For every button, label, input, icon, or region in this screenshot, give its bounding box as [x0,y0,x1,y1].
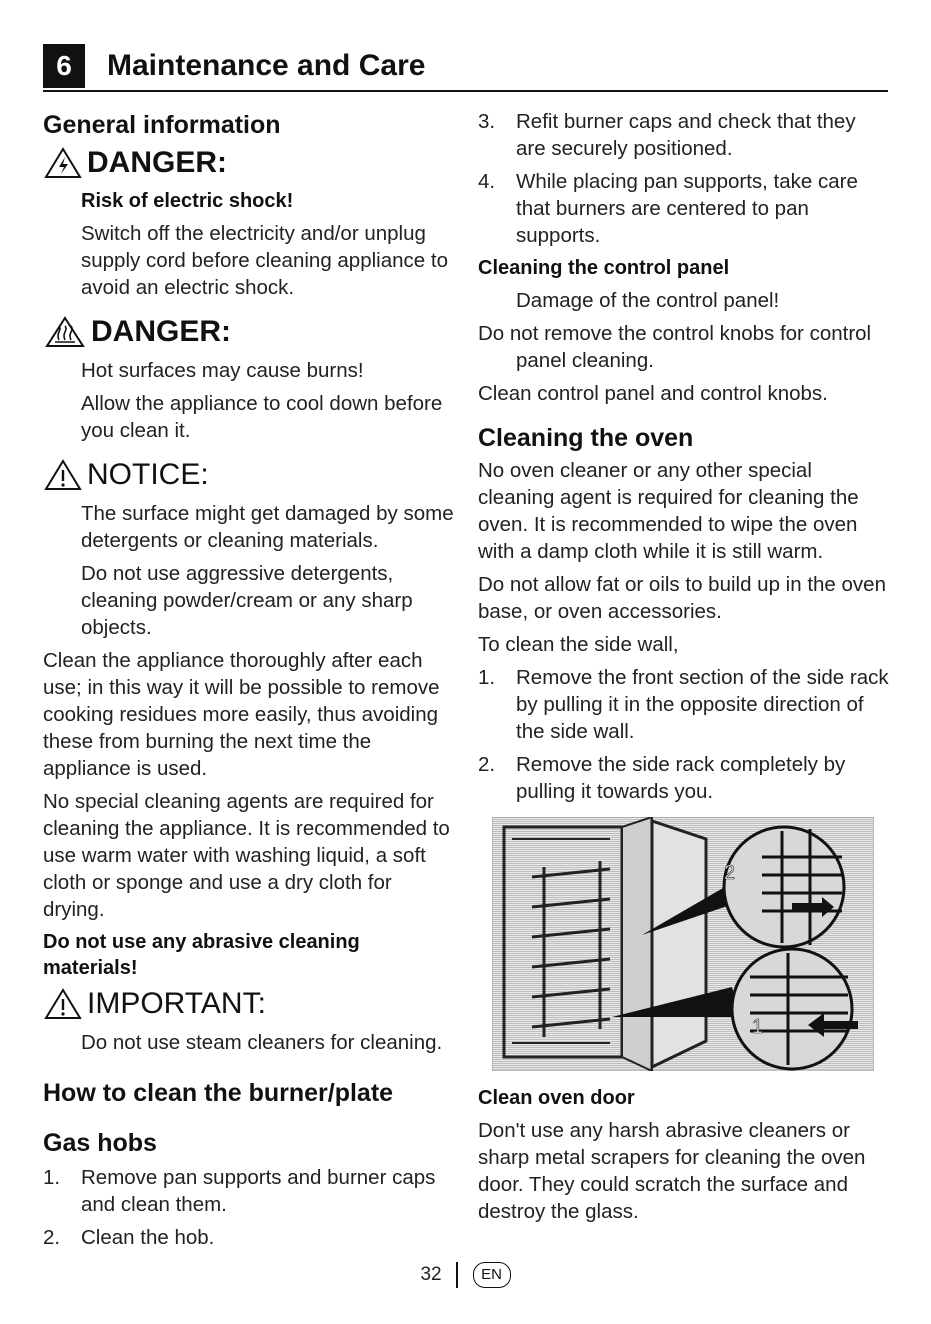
chapter-header [43,44,888,92]
warning-triangle-icon [43,458,83,492]
list-number: 2. [478,753,496,776]
control-panel-heading: Cleaning the control panel [478,257,730,279]
chapter-number: 6 [43,44,85,88]
right-column [478,108,890,1225]
list-text: While placing pan supports, take care that burners are centered to pan supports. [516,170,858,247]
list-text: Remove pan supports and burner caps and clean them. [81,1166,436,1216]
oven-paragraph-1: No oven cleaner or any other special cleaning agent is required for cleaning the oven. It is recommended to wipe the oven with a damp cloth while it is still warm. [478,459,859,563]
list-number: 2. [43,1226,61,1249]
hot-surface-text: Hot surfaces may cause burns! [81,359,364,382]
cool-down-text: Allow the appliance to cool down before you clean it. [81,392,443,442]
burner-plate-heading: How to clean the burner/plate [43,1079,394,1107]
steam-cleaners-text: Do not use steam cleaners for cleaning. [81,1031,443,1054]
chapter-title: Maintenance and Care [107,49,426,82]
warning-triangle-icon [43,987,83,1021]
list-item [478,168,890,249]
list-item [478,108,890,162]
general-information-heading: General information [43,111,281,139]
hot-surface-warning-icon [43,315,87,349]
language-badge: EN [473,1262,511,1288]
side-rack-drawing [492,817,874,1071]
figure-label-1: 1 [752,1016,764,1038]
danger-electric-heading [43,144,455,182]
list-number: 3. [478,110,496,133]
list-text: Remove the front section of the side rack by pulling it in the opposite direction of the side wall. [516,666,889,743]
list-item [478,751,890,805]
page-footer [0,1262,931,1288]
list-number: 4. [478,170,496,193]
cleaning-oven-heading: Cleaning the oven [478,424,694,452]
list-text: Remove the side rack completely by pulling it towards you. [516,753,846,803]
danger-electric-title: DANGER: [87,146,227,179]
gas-hobs-heading: Gas hobs [43,1129,157,1157]
oven-door-heading: Clean oven door [478,1087,635,1109]
list-number: 1. [478,666,496,689]
footer-divider [456,1262,458,1288]
notice-heading [43,456,455,494]
list-number: 1. [43,1166,61,1189]
electric-shock-subtitle: Risk of electric shock! [81,190,294,212]
control-knobs-text: Do not remove the control knobs for control panel cleaning. [478,322,872,372]
danger-hot-title: DANGER: [91,315,231,348]
control-clean-text: Clean control panel and control knobs. [478,382,828,405]
list-item [43,1164,455,1218]
list-text: Clean the hob. [81,1226,215,1249]
no-special-agents-paragraph: No special cleaning agents are required for cleaning the appliance. It is recommended to use warm water with washing liquid, a soft cloth or sponge and use a dry cloth for drying. [43,790,450,921]
notice-text-2: Do not use aggressive detergents, cleaning powder/cream or any sharp objects. [81,562,413,639]
important-title: IMPORTANT: [87,987,266,1020]
list-text: Refit burner caps and check that they are securely positioned. [516,110,856,160]
electric-shock-text: Switch off the electricity and/or unplug supply cord before cleaning appliance to avoid an electric shock. [81,222,448,299]
clean-thoroughly-paragraph: Clean the appliance thoroughly after each use; in this way it will be possible to remove cooking residues more easily, thus avoiding these from burning the next time the appliance is used. [43,649,440,780]
left-column [43,108,455,1251]
side-rack-illustration [492,817,874,1071]
danger-hot-heading [43,313,455,351]
list-item [43,1224,455,1251]
electric-warning-icon [43,146,83,180]
oven-door-paragraph: Don't use any harsh abrasive cleaners or sharp metal scrapers for cleaning the oven door. They could scratch the surface and destroy the glass. [478,1119,866,1223]
important-heading [43,985,455,1023]
notice-title: NOTICE: [87,458,209,491]
list-item [478,664,890,745]
oven-paragraph-3: To clean the side wall, [478,633,679,656]
page-number: 32 [420,1264,442,1285]
control-panel-warning: Damage of the control panel! [516,289,780,312]
figure-label-2: 2 [724,862,736,884]
oven-paragraph-2: Do not allow fat or oils to build up in the oven base, or oven accessories. [478,573,886,623]
notice-text-1: The surface might get damaged by some detergents or cleaning materials. [81,502,454,552]
abrasive-note: Do not use any abrasive cleaning materials! [43,931,360,979]
